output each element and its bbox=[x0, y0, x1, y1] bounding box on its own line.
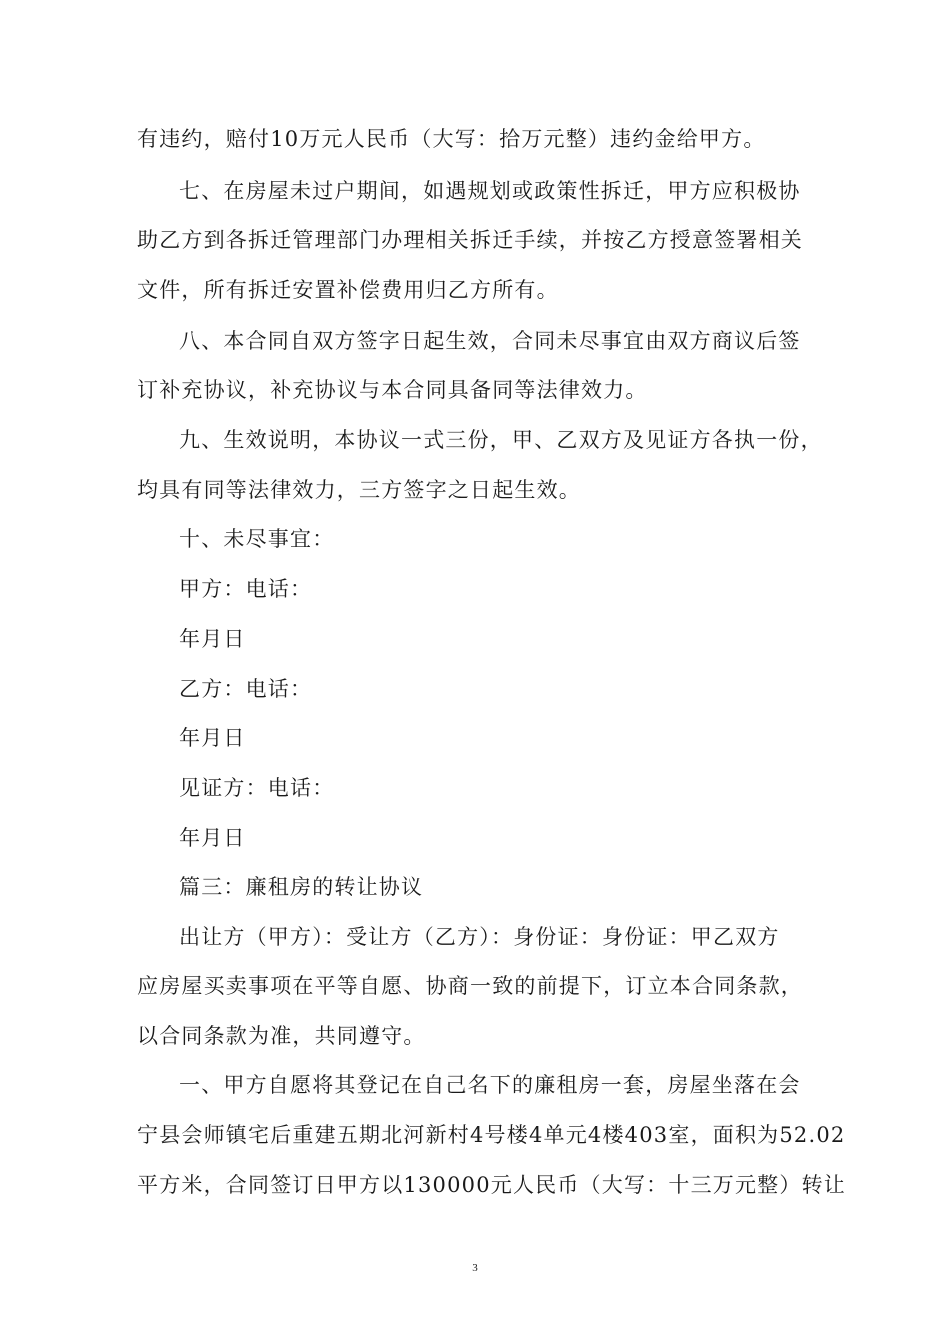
date-line: 年月日 bbox=[179, 627, 246, 651]
text-line: 订补充协议，补充协议与本合同具备同等法律效力。 bbox=[137, 378, 648, 402]
text-line: 平方米，合同签订日甲方以130000元人民币（大写：十三万元整）转让 bbox=[137, 1173, 846, 1197]
text-line: 宁县会师镇宅后重建五期北河新村4号楼4单元4楼403室，面积为52.02 bbox=[137, 1123, 846, 1147]
text-line: 九、生效说明，本协议一式三份，甲、乙双方及见证方各执一份， bbox=[179, 428, 823, 452]
text-line: 七、在房屋未过户期间，如遇规划或政策性拆迁，甲方应积极协 bbox=[179, 179, 801, 203]
section-title: 篇三：廉租房的转让协议 bbox=[179, 875, 424, 899]
signature-line-witness: 见证方：电话： bbox=[179, 776, 335, 800]
page-number: 3 bbox=[472, 1262, 478, 1274]
signature-line-party-a: 甲方：电话： bbox=[179, 577, 313, 601]
text-line: 应房屋买卖事项在平等自愿、协商一致的前提下，订立本合同条款， bbox=[137, 974, 803, 998]
text-line: 助乙方到各拆迁管理部门办理相关拆迁手续，并按乙方授意签署相关 bbox=[137, 228, 803, 252]
date-line: 年月日 bbox=[179, 826, 246, 850]
text-line: 均具有同等法律效力，三方签字之日起生效。 bbox=[137, 478, 581, 502]
text-line: 以合同条款为准，共同遵守。 bbox=[137, 1024, 426, 1048]
text-line: 出让方（甲方）：受让方（乙方）：身份证：身份证：甲乙双方 bbox=[179, 925, 780, 949]
text-line: 八、本合同自双方签字日起生效，合同未尽事宜由双方商议后签 bbox=[179, 329, 801, 353]
signature-line-party-b: 乙方：电话： bbox=[179, 677, 313, 701]
text-line: 有违约，赔付10万元人民币（大写：拾万元整）违约金给甲方。 bbox=[137, 127, 766, 151]
text-line: 一、甲方自愿将其登记在自己名下的廉租房一套，房屋坐落在会 bbox=[179, 1073, 801, 1097]
section-heading: 十、未尽事宜： bbox=[179, 527, 335, 551]
date-line: 年月日 bbox=[179, 726, 246, 750]
text-line: 文件，所有拆迁安置补偿费用归乙方所有。 bbox=[137, 278, 559, 302]
